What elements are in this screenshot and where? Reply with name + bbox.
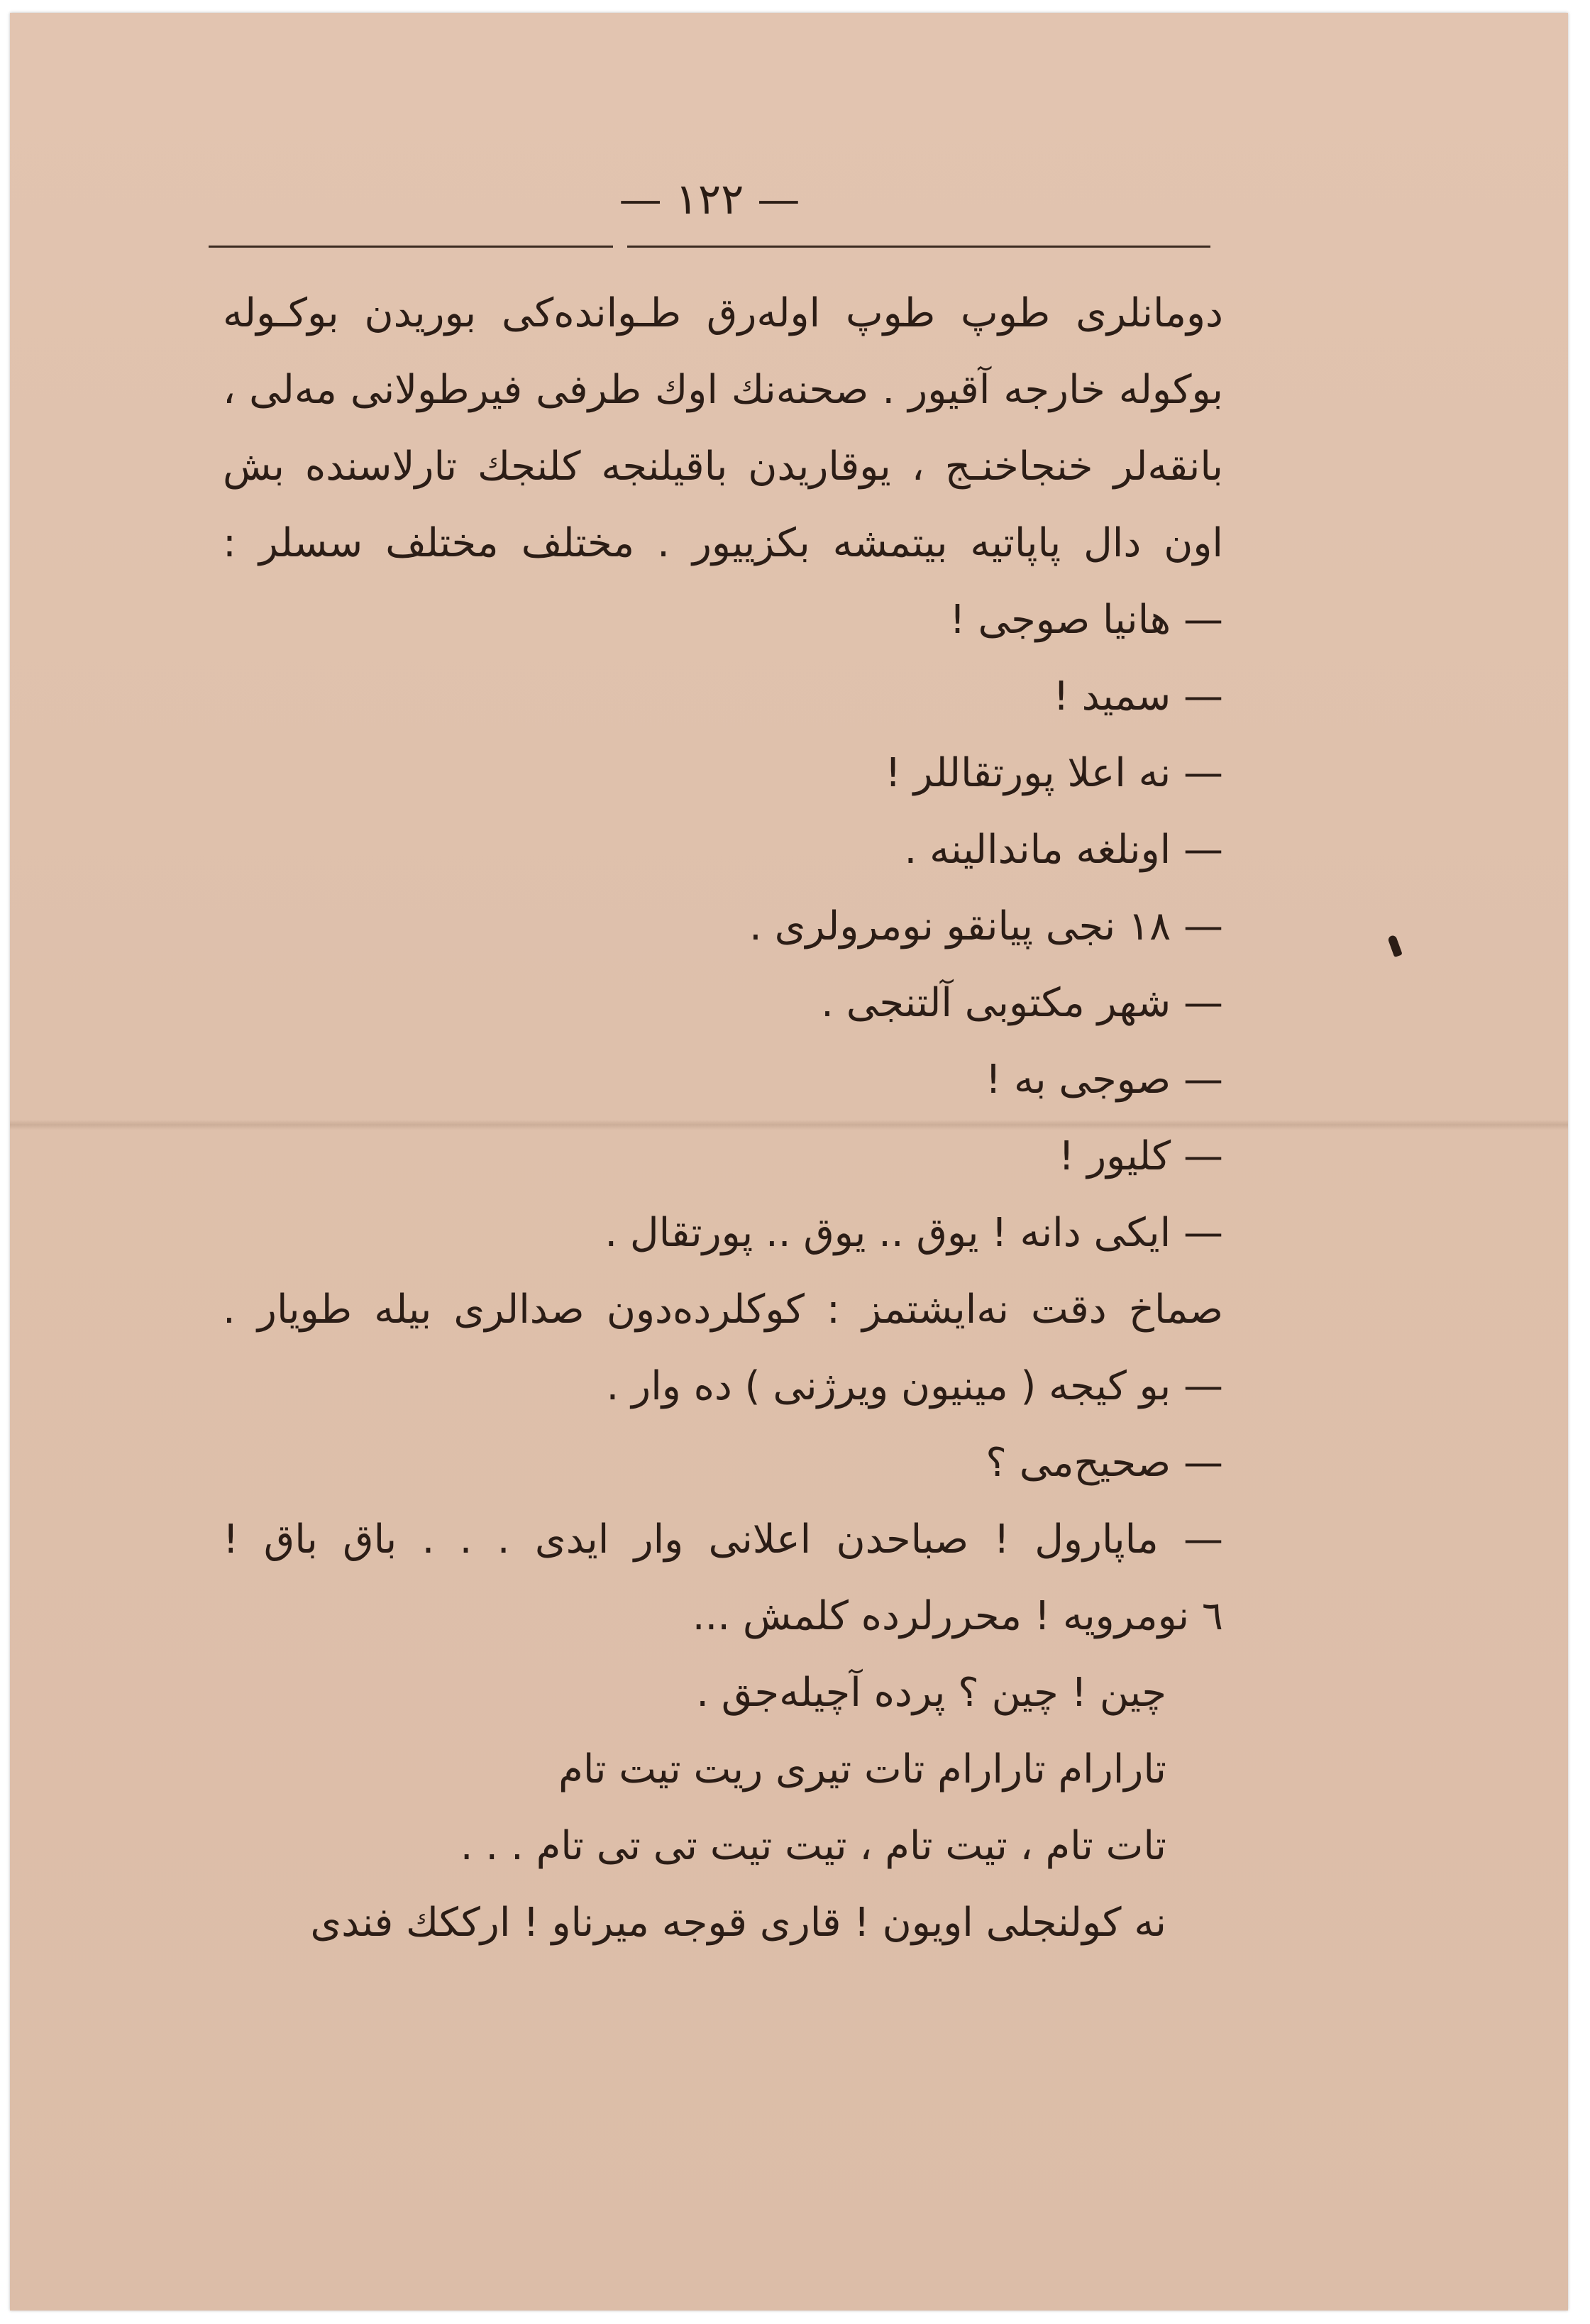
body-text [223, 275, 1223, 1961]
text-line: تارارام تارارام تات تیری ریت تیت تام [558, 1746, 1166, 1792]
dialog-line: — صحیح‌می ؟ [986, 1440, 1223, 1486]
dialog-line: — هانیا صوجی ! [949, 597, 1223, 643]
dialog-line: — سمید ! [1053, 673, 1223, 720]
ink-mark [1387, 935, 1403, 957]
dialog-line: — نه اعلا پورتقاللر ! [885, 750, 1223, 796]
dialog-line: — اونلغه ماندالینه . [904, 827, 1223, 873]
text-line: بوکوله خارجه آقیور . صحنه‌نك اوك طرفی فیرطولانی مه‌لی ، [223, 367, 1223, 413]
dialog-line: — شهر مکتوبی آلتنجی . [821, 980, 1223, 1026]
page-number: — ١٢٢ — [619, 175, 800, 224]
header-rule-left [209, 246, 613, 248]
dialog-line: — بو کیجه ( مینیون ویرژنی ) ده وار . [606, 1363, 1223, 1409]
book-page [10, 13, 1568, 2311]
text-line: چین ! چین ؟ پرده آچیله‌جق . [696, 1670, 1166, 1716]
text-line: نه کولنجلی اویون ! قاری قوجه میرناو ! ارککك فندی [310, 1900, 1166, 1946]
dialog-line: — ١٨ نجی پیانقو نومرولری . [749, 903, 1223, 949]
dialog-line: — کلیور ! [1058, 1133, 1223, 1179]
dialog-line: — ایکی دانه ! یوق .. یوق .. پورتقال . [604, 1210, 1223, 1256]
text-line: تات تام ، تیت تام ، تیت تیت تی تی تام . . . [460, 1823, 1166, 1869]
text-line: بانقه‌لر خنجاخنـج ، یوقاریدن باقیلنجه کلنجك تارلاسنده بش [223, 444, 1223, 490]
dialog-line: — صوجی به ! [985, 1057, 1223, 1103]
page-header [209, 175, 1210, 260]
header-rule-right [627, 246, 1210, 248]
text-line: دومانلری طوپ طوپ اوله‌رق طـوانده‌کی بوریدن بوکـوله [223, 290, 1223, 336]
text-line: — ماپارول ! صباحدن اعلانی وار ایدی . . . باق باق ! [223, 1516, 1223, 1563]
text-line: ٦ نومرویه ! محررلرده کلمش ... [692, 1593, 1223, 1639]
text-line: صماخ دقت نه‌ایشتمز : کوکلرده‌دون صدالری بیله طویار . [223, 1287, 1223, 1333]
text-line: اون دال پاپاتیه بیتمشه بکزییور . مختلف مختلف سسلر : [223, 520, 1223, 566]
